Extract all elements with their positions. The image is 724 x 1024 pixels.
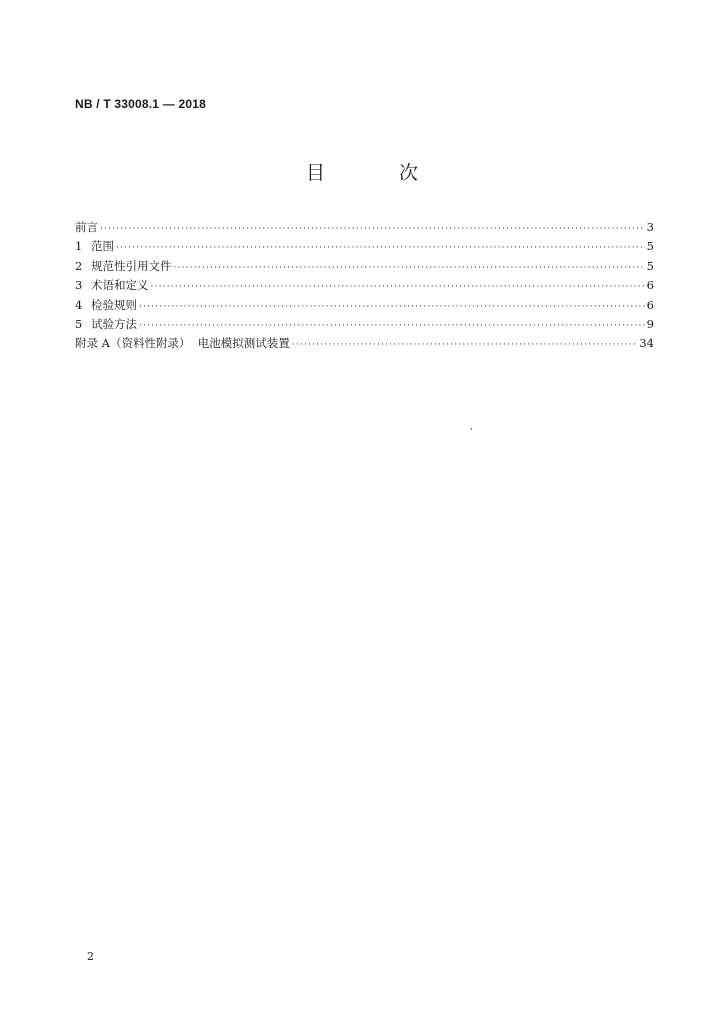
toc-entry-page: 5 xyxy=(646,258,654,273)
page-number: 2 xyxy=(87,950,94,963)
toc-entry-label: 规范性引用文件 xyxy=(91,258,172,273)
toc-entry-scope[interactable] xyxy=(75,237,654,256)
toc-entry-page: 34 xyxy=(639,336,654,351)
toc-entry-page: 6 xyxy=(646,278,654,293)
toc-dot-leader xyxy=(139,298,645,317)
toc-entry-page: 3 xyxy=(646,220,654,234)
table-of-contents xyxy=(75,218,654,354)
toc-entry-label: 范围 xyxy=(91,239,114,254)
toc-entry-terms-and-definitions[interactable] xyxy=(75,276,654,295)
toc-entry-normative-references[interactable] xyxy=(75,257,654,276)
toc-dot-leader xyxy=(116,239,645,258)
toc-entry-number: 2 xyxy=(75,258,83,273)
toc-entry-number: 1 xyxy=(75,239,83,254)
toc-entry-page: 6 xyxy=(646,297,654,312)
toc-entry-number: 4 xyxy=(75,297,83,312)
toc-entry-label: 附录 A（资料性附录） 电池模拟测试装置 xyxy=(75,336,290,351)
toc-dot-leader xyxy=(100,220,645,239)
toc-entry-page: 9 xyxy=(646,316,654,331)
toc-dot-leader xyxy=(292,336,638,355)
toc-entry-annex-a[interactable] xyxy=(75,334,654,353)
toc-entry-page: 5 xyxy=(646,239,654,254)
toc-entry-test-methods[interactable] xyxy=(75,315,654,334)
standard-code: NB / T 33008.1 — 2018 xyxy=(75,97,206,111)
toc-entry-label: 前言 xyxy=(75,220,98,234)
toc-entry-foreword[interactable] xyxy=(75,218,654,237)
toc-entry-label: 试验方法 xyxy=(91,316,137,331)
toc-entry-number: 5 xyxy=(75,316,83,331)
toc-entry-inspection-rules[interactable] xyxy=(75,296,654,315)
toc-entry-number: 3 xyxy=(75,278,83,293)
toc-title: 目 次 xyxy=(305,162,453,184)
toc-entry-label: 术语和定义 xyxy=(91,278,149,293)
toc-dot-leader xyxy=(151,278,645,297)
toc-entry-label: 检验规则 xyxy=(91,297,137,312)
scan-speck xyxy=(471,428,472,430)
toc-dot-leader xyxy=(174,259,645,278)
